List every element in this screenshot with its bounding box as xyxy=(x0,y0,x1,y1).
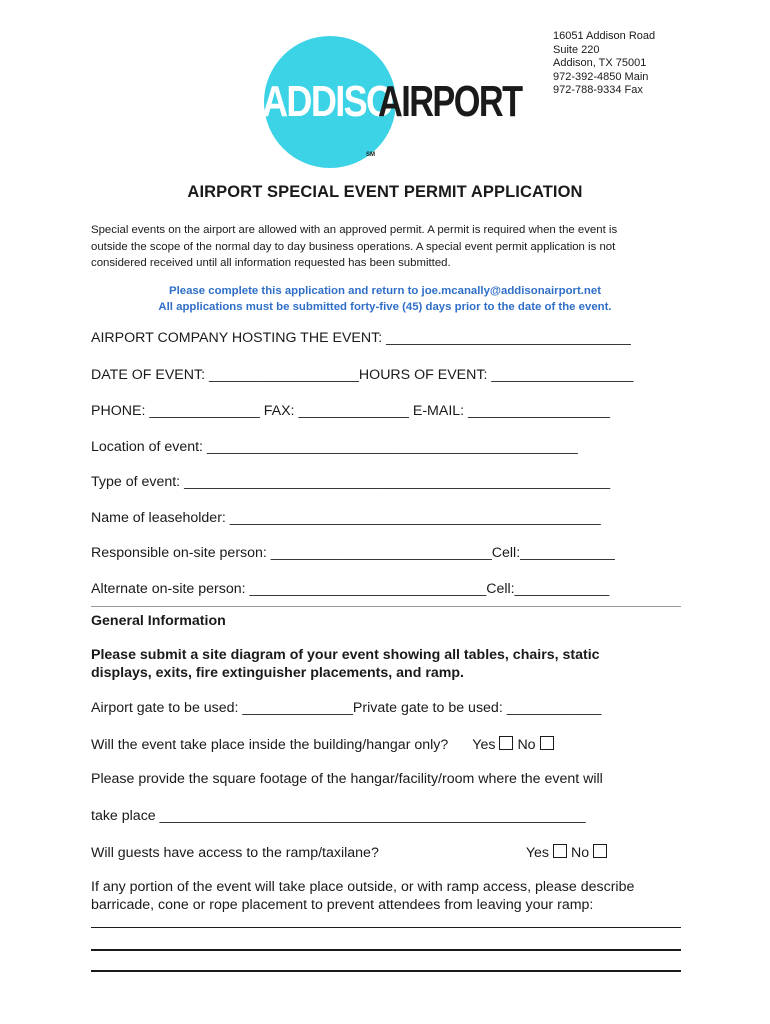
square-footage-question: Please provide the square footage of the hangar/facility/room where the event will xyxy=(91,771,603,787)
logo-word-addison: ADDISON xyxy=(262,77,417,126)
contact-row xyxy=(91,403,610,419)
address-street: 16051 Addison Road xyxy=(553,30,656,42)
hours-of-event-field[interactable]: HOURS OF EVENT: __________________ xyxy=(358,367,634,383)
date-of-event-field[interactable]: DATE OF EVENT: ___________________ xyxy=(91,367,359,383)
inside-no-checkbox[interactable] xyxy=(540,736,554,750)
alternate-person-field[interactable]: Alternate on-site person: ______________________________ xyxy=(91,581,487,597)
email-field[interactable]: E-MAIL: __________________ xyxy=(412,403,611,419)
addison-airport-logo xyxy=(258,36,522,176)
site-diagram-instruction: displays, exits, fire extinguisher placements, and ramp. xyxy=(91,665,464,681)
ramp-no-checkbox[interactable] xyxy=(593,844,607,858)
page-title: AIRPORT SPECIAL EVENT PERMIT APPLICATION xyxy=(187,183,583,201)
logo-word-airport: AIRPORT xyxy=(378,77,522,126)
private-gate-field[interactable]: Private gate to be used: ____________ xyxy=(352,700,602,716)
company-field[interactable]: AIRPORT COMPANY HOSTING THE EVENT: _______________________________ xyxy=(91,330,631,346)
outside-barricade-instruction: If any portion of the event will take place outside, or with ramp access, please describe xyxy=(91,879,635,895)
responsible-person-row xyxy=(91,545,615,561)
responsible-cell-field[interactable]: Cell:____________ xyxy=(491,545,615,561)
address-fax: 972-788-9334 Fax xyxy=(553,84,643,96)
address-main-phone: 972-392-4850 Main xyxy=(553,70,649,83)
answer-line[interactable] xyxy=(91,970,681,972)
site-diagram-instruction: Please submit a site diagram of your event showing all tables, chairs, static xyxy=(91,647,600,663)
notice-return-email: Please complete this application and return to joe.mcanally@addisonairport.net xyxy=(168,285,602,297)
phone-field[interactable]: PHONE: ______________ xyxy=(91,403,264,419)
answer-line[interactable] xyxy=(91,927,681,928)
ramp-access-row xyxy=(91,844,611,861)
inside-only-row xyxy=(91,736,558,753)
ramp-access-question: Will guests have access to the ramp/taxilane? xyxy=(91,845,379,861)
address-city: Addison, TX 75001 xyxy=(553,57,647,69)
general-information-heading: General Information xyxy=(91,613,226,629)
square-footage-field[interactable]: take place ______________________________________________________ xyxy=(91,808,586,824)
section-divider xyxy=(91,606,681,607)
inside-only-question: Will the event take place inside the building/hangar only? xyxy=(91,737,449,753)
notice-deadline: All applications must be submitted forty-five (45) days prior to the date of the event. xyxy=(158,301,612,313)
ramp-yes-checkbox[interactable] xyxy=(553,844,567,858)
leaseholder-field[interactable]: Name of leaseholder: _______________________________________________ xyxy=(91,510,601,526)
alternate-cell-field[interactable]: Cell:____________ xyxy=(486,581,610,597)
logo-service-mark: SM xyxy=(366,152,375,158)
ramp-yes-label: Yes xyxy=(525,845,549,861)
alternate-person-row xyxy=(91,581,609,597)
inside-no-label: No xyxy=(517,737,536,753)
intro-paragraph xyxy=(91,222,691,272)
submission-notice xyxy=(0,283,770,315)
intro-line: Special events on the airport are allowed with an approved permit. A permit is required when the event is xyxy=(91,224,618,236)
location-field[interactable]: Location of event: _______________________________________________ xyxy=(91,439,578,455)
date-hours-row xyxy=(91,367,633,383)
answer-line[interactable] xyxy=(91,949,681,951)
airport-address xyxy=(553,30,655,98)
ramp-no-label: No xyxy=(571,845,590,861)
airport-gate-field[interactable]: Airport gate to be used: ______________ xyxy=(91,700,353,716)
inside-yes-label: Yes xyxy=(472,737,496,753)
intro-line: considered received until all information requested has been submitted. xyxy=(91,257,451,269)
event-type-field[interactable]: Type of event: ______________________________________________________ xyxy=(91,474,611,490)
responsible-person-field[interactable]: Responsible on-site person: ____________________________ xyxy=(91,545,492,561)
intro-line: outside the scope of the normal day to day business operations. A special event permit application is not xyxy=(91,240,616,253)
fax-field[interactable]: FAX: ______________ xyxy=(263,403,413,419)
address-suite: Suite 220 xyxy=(553,43,600,56)
outside-barricade-instruction: barricade, cone or rope placement to prevent attendees from leaving your ramp: xyxy=(91,897,594,913)
gate-row xyxy=(91,700,601,716)
inside-yes-checkbox[interactable] xyxy=(499,736,513,750)
